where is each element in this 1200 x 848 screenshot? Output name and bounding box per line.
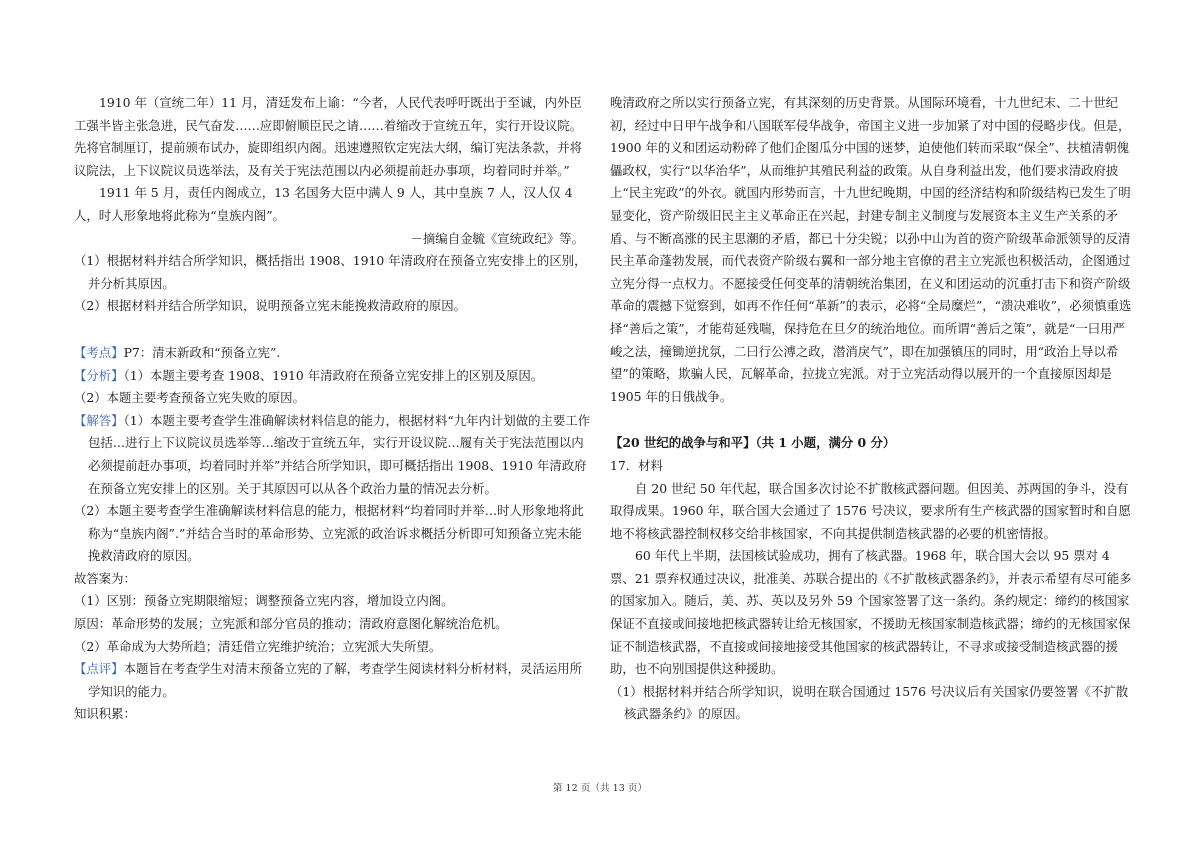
fenxi-text-2: （2）本题主要考查预备立宪失败的原因。	[74, 390, 305, 406]
answer-1: （1）区别：预备立宪期限缩短；调整预备立宪内容，增加设立内阁。	[74, 593, 454, 609]
left-column	[74, 92, 594, 726]
fenxi-tag: 【分析】	[74, 367, 124, 383]
knowledge-label: 知识积累：	[74, 706, 136, 722]
question-1: （1）根据材料并结合所学知识，概括指出 1908、1910 年清政府在预备立宪安排上的区别，并分析其原因。	[74, 253, 587, 291]
page-footer: 第 12 页（共 13 页）	[552, 783, 648, 794]
dianping-line	[74, 658, 594, 703]
answer-intro: 故答案为：	[74, 570, 136, 586]
section-heading: 【20 世纪的战争与和平】（共 1 小题，满分 0 分）	[610, 435, 896, 451]
dianping-tag: 【点评】	[74, 661, 124, 677]
jieda-text-1: （1）本题主要考查学生准确解读材料信息的能力，根据材料“九年内计划做的主要工作包括…进行上下议院议员选举等…缩改于宣统五年，实行开设议院…履有关于宪法范围以内必须提前赶办事项，均着同时并举”并结合所学知识，即可概括指出 1908、1910 年清政府在预备立宪安排上的区别。关于其原因可以从各个政治力量的情况去分析。	[88, 412, 591, 496]
kaodian-line	[74, 342, 594, 365]
answer-2: （2）革命成为大势所趋；清廷借立宪维护统治；立宪派大失所望。	[74, 638, 442, 654]
fenxi-text-1: （1）本题主要考查 1908、1910 年清政府在预备立宪安排上的区别及原因。	[123, 367, 544, 383]
material-paragraph-1: 1910 年（宣统二年）11 月，清廷发布上谕：“今者，人民代表呼吁既出于至诚，内外臣工强半皆主张急进，民气奋发……应即俯顺臣民之请……着缩改于宣统五年，实行开设议院。先将官制厘订，提前颁布试办，旋即组织内阁。迅速遵照钦定宪法大纲，编订宪法条款，并将议院法，上下议院议员选举法，及有关于宪法范围以内必须提前赶办事项，均着同时并举。”	[74, 95, 583, 178]
question-17-sub-1: （1）根据材料并结合所学知识，说明在联合国通过 1576 号决议后有关国家仍要签署《不扩散核武器条约》的原因。	[610, 683, 1129, 722]
kaodian-tag: 【考点】	[74, 344, 124, 360]
material-paragraph-2: 1911 年 5 月，责任内阁成立，13 名国务大臣中满人 9 人，其中皇族 7 人，汉人仅 4 人，时人形象地将此称为“皇族内阁”。	[74, 185, 573, 223]
question-2: （2）根据材料并结合所学知识，说明预备立宪未能挽救清政府的原因。	[74, 298, 466, 314]
question-17-paragraph-2: 60 年代上半期，法国核试验成功，拥有了核武器。1968 年，联合国大会以 95 票对 4 票、21 票弃权通过决议，批准美、苏联合提出的《不扩散核武器条约》，并表示希望有尽可能多的国家加入。随后，美、苏、英以及另外 59 个国家签署了这一条约。条约规定：缔约的核国家保证不直接或间接地把核武器转让给无核国家，不援助无核国家制造核武器；缔约的无核国家保证不制造核武器，不直接或间接地接受其他国家的核武器转让，不寻求或接受制造核武器的援助，也不向别国提供这种援助。	[610, 548, 1132, 677]
jieda-line	[74, 410, 594, 500]
right-column	[610, 92, 1135, 726]
answer-reason: 原因：革命形势的发展；立宪派和部分官员的推动；清政府意图化解统治危机。	[74, 616, 508, 632]
jieda-text-2: （2）本题主要考查学生准确解读材料信息的能力，根据材料“均着同时并举…时人形象地将此称为“皇族内阁”.”并结合当时的革命形势、立宪派的政治诉求概括分析即可知预备立宪未能挽救清政府的原因。	[74, 503, 584, 564]
dianping-text: 本题旨在考查学生对清末预备立宪的了解，考查学生阅读材料分析材料，灵活运用所学知识的能力。	[88, 661, 583, 699]
jieda-tag: 【解答】	[74, 412, 124, 428]
kaodian-text: P7：清末新政和“预备立宪”.	[123, 344, 281, 360]
continued-paragraph: 晚清政府之所以实行预备立宪，有其深刻的历史背景。从国际环境看，十九世纪末、二十世纪初，经过中日甲午战争和八国联军侵华战争，帝国主义进一步加紧了对中国的侵略步伐。但是，1900 年的义和团运动粉碎了他们企图瓜分中国的迷梦，迫使他们转而采取“保全”、扶植清朝傀儡政权，实行“以华治华”，从而维护其殖民利益的政策。从自身利益出发，他们要求清政府披上“民主宪政”的外衣。就国内形势而言，十九世纪晚期，中国的经济结构和阶级结构已发生了明显变化，资产阶级旧民主主义革命正在兴起，封建专制主义制度与发展资本主义生产关系的矛盾、与不断高涨的民主思潮的矛盾，都已十分尖锐；以孙中山为首的资产阶级革命派领导的反清民主革命蓬勃发展，而代表资产阶级右翼和一部分地主官僚的君主立宪派也积极活动，企图通过立宪分得一点权力。不愿接受任何变革的清朝统治集团，在义和团运动的沉重打击下和资产阶级革命的震撼下觉察到，如再不作任何“革新”的表示，必将“全局糜烂”，“溃决难收”，必须慎重选择“善后之策”，才能苟延残喘，保持危在旦夕的统治地位。而所谓“善后之策”，就是“一曰用严峻之法，撞锄逆扰氛，二曰行公溥之政，潜消戾气”，即在加强镇压的同时，用“政治上导以希望”的策略，欺骗人民，瓦解革命，拉拢立宪派。对于立宪活动得以展开的一个直接原因却是 1905 年的日俄战争。	[610, 95, 1132, 404]
material-source: －摘编自金毓《宣统政纪》等。	[410, 230, 584, 246]
question-17-paragraph-1: 自 20 世纪 50 年代起，联合国多次讨论不扩散核武器问题。但因美、苏两国的争斗，没有取得成果。1960 年，联合国大会通过了 1576 号决议，要求所有生产核武器的国家暂时和自愿地不将核武器控制权移交给非核国家，不向其提供制造核武器的必要的机密情报。	[610, 480, 1131, 541]
question-17-label: 17．材料	[610, 457, 663, 473]
fenxi-line	[74, 365, 594, 388]
